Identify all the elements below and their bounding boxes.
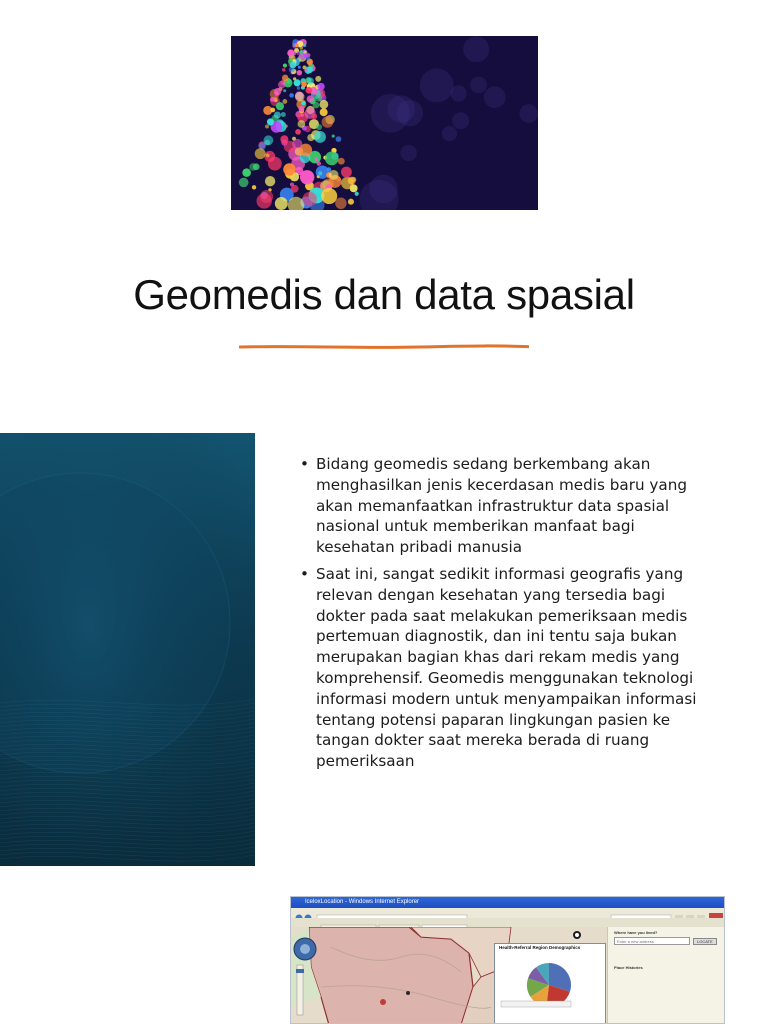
- side-heading-2: Place Histories: [614, 965, 643, 970]
- bullet-dot: •: [300, 455, 309, 473]
- popup-title: Health-Referral Region Demographics: [499, 945, 581, 950]
- location-sidebar: [607, 927, 725, 1024]
- window-titlebar: IceloxLocation - Windows Internet Explorer: [291, 897, 724, 908]
- address-input[interactable]: [614, 937, 690, 945]
- bullet-text: Saat ini, sangat sedikit informasi geografis yang relevan dengan kesehatan yang tersedia bagi dokter pada saat melakukan pemeriksaan medis pertemuan diagnostik, dan ini tentu saja bukan merupakan bagian khas dari rekam medis yang komprehensif. Geomedis menggunakan teknologi informasi modern untuk menyampaikan informasi tentang potensi paparan lingkungan pasien ke tangan dokter saat mereka berada di ruang pemeriksaan: [316, 564, 697, 771]
- bullet-text: Bidang geomedis sedang berkembang akan menghasilkan jenis kecerdasan medis baru yang akan memanfaatkan infrastruktur data spasial nasional untuk memberikan manfaat bagi kesehatan pribadi manusia: [316, 455, 687, 557]
- bullet-item: [300, 564, 712, 772]
- bullet-item: [300, 454, 712, 558]
- decorative-teal-panel: [0, 433, 255, 866]
- christmas-tree-bokeh-image: [231, 36, 538, 210]
- bokeh-graphic: [231, 36, 538, 210]
- side-heading: Where have you lived?: [614, 930, 658, 935]
- locate-button[interactable]: LOCATE: [693, 938, 717, 945]
- slide-title: Geomedis dan data spasial: [133, 271, 635, 318]
- demographics-popup: [494, 943, 606, 1024]
- decorative-lines-graphic: [0, 433, 255, 866]
- bullet-list: [300, 454, 712, 778]
- gis-app-screenshot: [290, 896, 725, 1024]
- bullet-dot: •: [300, 564, 309, 583]
- pie-chart-graphic: [495, 951, 603, 1021]
- title-underline: [239, 344, 529, 350]
